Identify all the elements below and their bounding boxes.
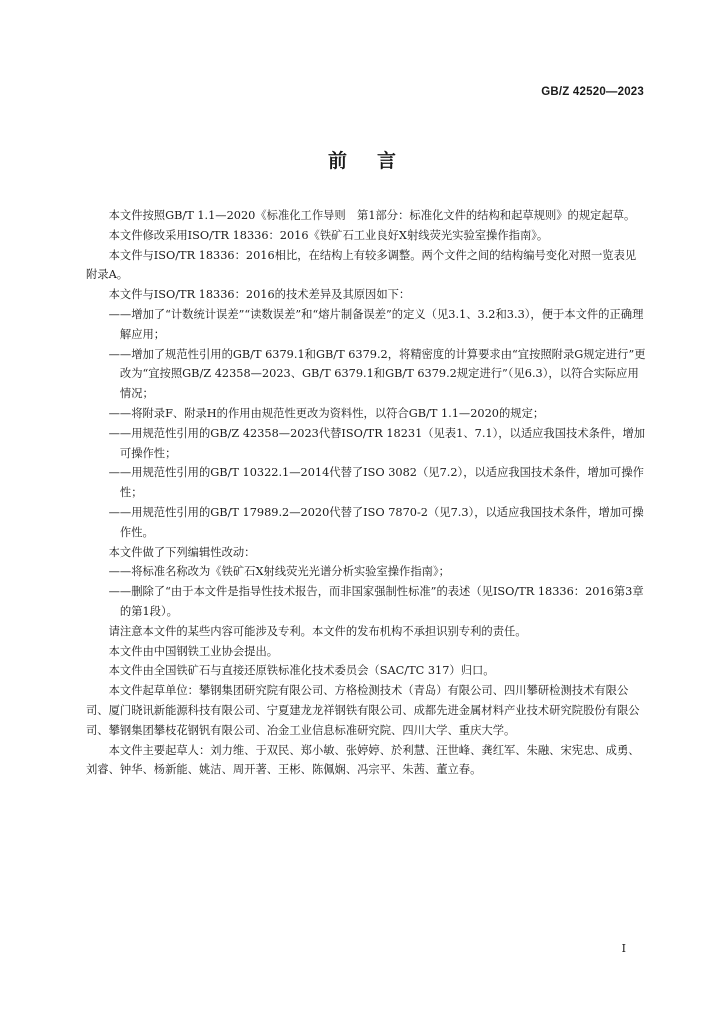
paragraph-editorial-intro: 本文件做了下列编辑性改动： bbox=[108, 545, 256, 559]
foreword-body bbox=[86, 206, 646, 780]
paragraph-proposer: 本文件由中国钢铁工业协会提出。 bbox=[108, 644, 279, 658]
list-item-tech-diff: ——用规范性引用的GB/T 10322.1—2014代替了ISO 3082（见7.2），以适应我国技术条件，增加可操作性； bbox=[108, 466, 644, 500]
page-title: 前言 bbox=[327, 150, 426, 172]
list-item-tech-diff: ——将附录F、附录H的作用由规范性更改为资料性，以符合GB/T 1.1—2020的规定； bbox=[108, 406, 545, 420]
paragraph-drafters: 本文件主要起草人：刘力维、于双民、郑小敏、张婷婷、於利慧、汪世峰、龚红军、朱融、宋宪忠、成勇、刘睿、钟华、杨新能、姚洁、周开著、王彬、陈佩娴、冯宗平、朱茜、董立春。 bbox=[86, 743, 640, 777]
paragraph-adoption: 本文件修改采用ISO/TR 18336：2016《铁矿石工业良好X射线荧光实验室操作指南》。 bbox=[108, 228, 549, 242]
paragraph-drafting-rules: 本文件按照GB/T 1.1—2020《标准化工作导则 第1部分：标准化文件的结构和起草规则》的规定起草。 bbox=[108, 209, 636, 222]
paragraph-tech-diff-intro: 本文件与ISO/TR 18336：2016的技术差异及其原因如下： bbox=[108, 288, 411, 302]
page-number: I bbox=[621, 942, 626, 955]
paragraph-patent-notice: 请注意本文件的某些内容可能涉及专利。本文件的发布机构不承担识别专利的责任。 bbox=[108, 624, 527, 638]
list-item-tech-diff: ——增加了规范性引用的GB/T 6379.1和GB/T 6379.2，将精密度的计算要求由“宜按照附录G规定进行”更改为“宜按照GB/Z 42358—2023、GB/T 6379.1和GB/T 6379.2规定进行”（见6.3），以符合实际应用情况； bbox=[108, 347, 646, 401]
paragraph-structure: 本文件与ISO/TR 18336：2016相比，在结构上有较多调整。两个文件之间的结构编号变化对照一览表见附录A。 bbox=[86, 248, 637, 282]
list-item-editorial: ——删除了“由于本文件是指导性技术报告，而非国家强制性标准”的表述（见ISO/TR 18336：2016第3章的第1段）。 bbox=[108, 585, 644, 618]
standard-code: GB/Z 42520—2023 bbox=[541, 86, 644, 98]
paragraph-committee: 本文件由全国铁矿石与直接还原铁标准化技术委员会（SAC/TC 317）归口。 bbox=[108, 664, 495, 678]
list-item-tech-diff: ——用规范性引用的GB/T 17989.2—2020代替了ISO 7870-2（见7.3），以适应我国技术条件，增加可操作性。 bbox=[108, 505, 644, 539]
paragraph-drafting-units: 本文件起草单位：攀钢集团研究院有限公司、方格检测技术（青岛）有限公司、四川攀研检测技术有限公司、厦门晓讯新能源科技有限公司、宁夏建龙龙祥钢铁有限公司、成都先进金属材料产业技术研究院股份有限公司、攀钢集团攀枝花钢钒有限公司、冶金工业信息标准研究院、四川大学、重庆大学。 bbox=[86, 684, 640, 737]
list-item-editorial: ——将标准名称改为《铁矿石X射线荧光光谱分析实验室操作指南》； bbox=[108, 565, 450, 579]
list-item-tech-diff: ——用规范性引用的GB/Z 42358—2023代替ISO/TR 18231（见表1、7.1），以适应我国技术条件，增加可操作性； bbox=[108, 426, 646, 460]
list-item-tech-diff: ——增加了“计数统计误差”“读数误差”和“熔片制备误差”的定义（见3.1、3.2和3.3），便于本文件的正确理解应用； bbox=[108, 307, 644, 341]
